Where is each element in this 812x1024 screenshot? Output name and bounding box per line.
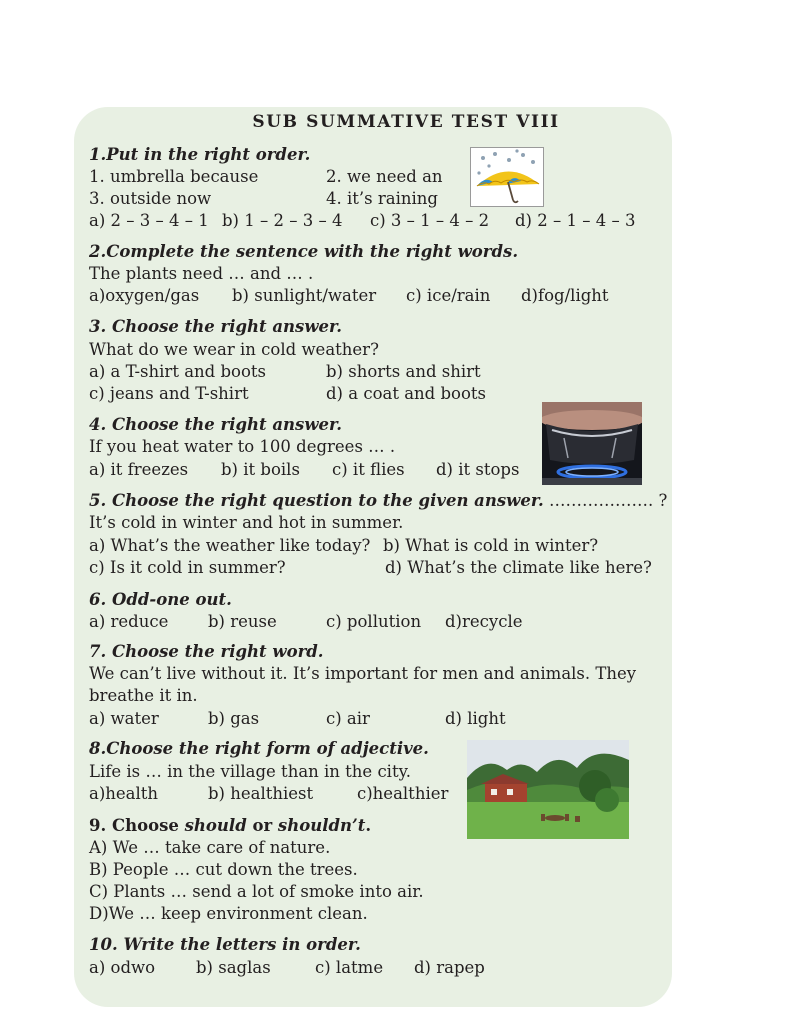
page-title: SUB SUMMATIVE TEST VIII [252,112,560,132]
q3-text: What do we wear in cold weather? [89,340,379,359]
q9-heading-shouldnt: shouldn’t [277,816,366,835]
q6-option-c: c) pollution [326,612,422,631]
q9-heading-choose: 9. Choose [89,816,185,835]
q8-option-b: b) healthiest [208,784,314,803]
q1-item-4: 4. it’s raining [326,189,438,208]
q8-option-c: c)healthier [357,784,449,803]
q4-option-b: b) it boils [221,460,300,479]
q2-option-a: a)oxygen/gas [89,286,200,305]
q7-heading: 7. Choose the right word. [89,642,324,661]
q10-option-b: b) saglas [196,958,271,977]
q1-option-b: b) 1 – 2 – 3 – 4 [222,211,343,230]
q6-option-d: d)recycle [445,612,523,631]
q3-option-b: b) shorts and shirt [326,362,481,381]
q9-heading-or: or [246,816,278,835]
q4-option-c: c) it flies [332,460,405,479]
q5-option-d: d) What’s the climate like here? [385,558,652,577]
q5-option-c: c) Is it cold in summer? [89,558,286,577]
q2-option-b: b) sunlight/water [232,286,377,305]
q1-item-1: 1. umbrella because [89,167,259,186]
q5-heading-line [89,491,667,511]
q4-option-d: d) it stops [436,460,520,479]
q4-heading: 4. Choose the right answer. [89,415,342,434]
q9-heading-period: . [365,816,372,835]
q5-option-b: b) What is cold in winter? [383,536,599,555]
q3-option-d: d) a coat and boots [326,384,487,403]
q3-option-a: a) a T-shirt and boots [89,362,266,381]
q8-text: Life is … in the village than in the city. [89,762,411,781]
q2-heading: 2.Complete the sentence with the right words. [89,242,519,261]
q5-heading: 5. Choose the right question to the given answer. [89,491,544,510]
q5-blank: ………………. ? [543,491,668,510]
village-house-image [467,740,629,839]
q10-option-a: a) odwo [89,958,156,977]
q1-option-c: c) 3 – 1 – 4 – 2 [370,211,490,230]
boiling-pot-image [542,402,642,485]
q3-option-c: c) jeans and T-shirt [89,384,249,403]
q9-line-a: A) We … take care of nature. [89,838,331,857]
q2-option-c: c) ice/rain [406,286,491,305]
q8-heading: 8.Choose the right form of adjective. [89,739,429,758]
q3-heading: 3. Choose the right answer. [89,317,342,336]
q10-heading: 10. Write the letters in order. [89,935,361,954]
q7-option-d: d) light [445,709,506,728]
umbrella-rain-image [470,147,544,207]
q1-item-2: 2. we need an [326,167,443,186]
q4-text: If you heat water to 100 degrees … . [89,437,396,456]
q6-option-a: a) reduce [89,612,169,631]
q1-item-3: 3. outside now [89,189,212,208]
q1-heading: 1.Put in the right order. [89,145,311,164]
q7-text-1: We can’t live without it. It’s important for men and animals. They [89,664,637,683]
q2-option-d: d)fog/light [521,286,609,305]
q7-option-b: b) gas [208,709,260,728]
q7-text-2: breathe it in. [89,686,198,705]
q9-line-d: D)We … keep environment clean. [89,904,368,923]
q2-text: The plants need … and … . [89,264,314,283]
q6-option-b: b) reuse [208,612,277,631]
q5-text: It’s cold in winter and hot in summer. [89,513,404,532]
q10-option-d: d) rapep [414,958,485,977]
q7-option-c: c) air [326,709,370,728]
q4-option-a: a) it freezes [89,460,189,479]
q9-heading-should: should [184,816,247,835]
q1-option-a: a) 2 – 3 – 4 – 1 [89,211,209,230]
q9-line-b: B) People … cut down the trees. [89,860,358,879]
q1-option-d: d) 2 – 1 – 4 – 3 [515,211,636,230]
q10-option-c: c) latme [315,958,384,977]
q6-heading: 6. Odd-one out. [89,590,232,609]
q5-option-a: a) What’s the weather like today? [89,536,371,555]
q9-line-c: C) Plants … send a lot of smoke into air. [89,882,424,901]
q8-option-a: a)health [89,784,159,803]
q7-option-a: a) water [89,709,159,728]
q9-heading [89,816,371,836]
